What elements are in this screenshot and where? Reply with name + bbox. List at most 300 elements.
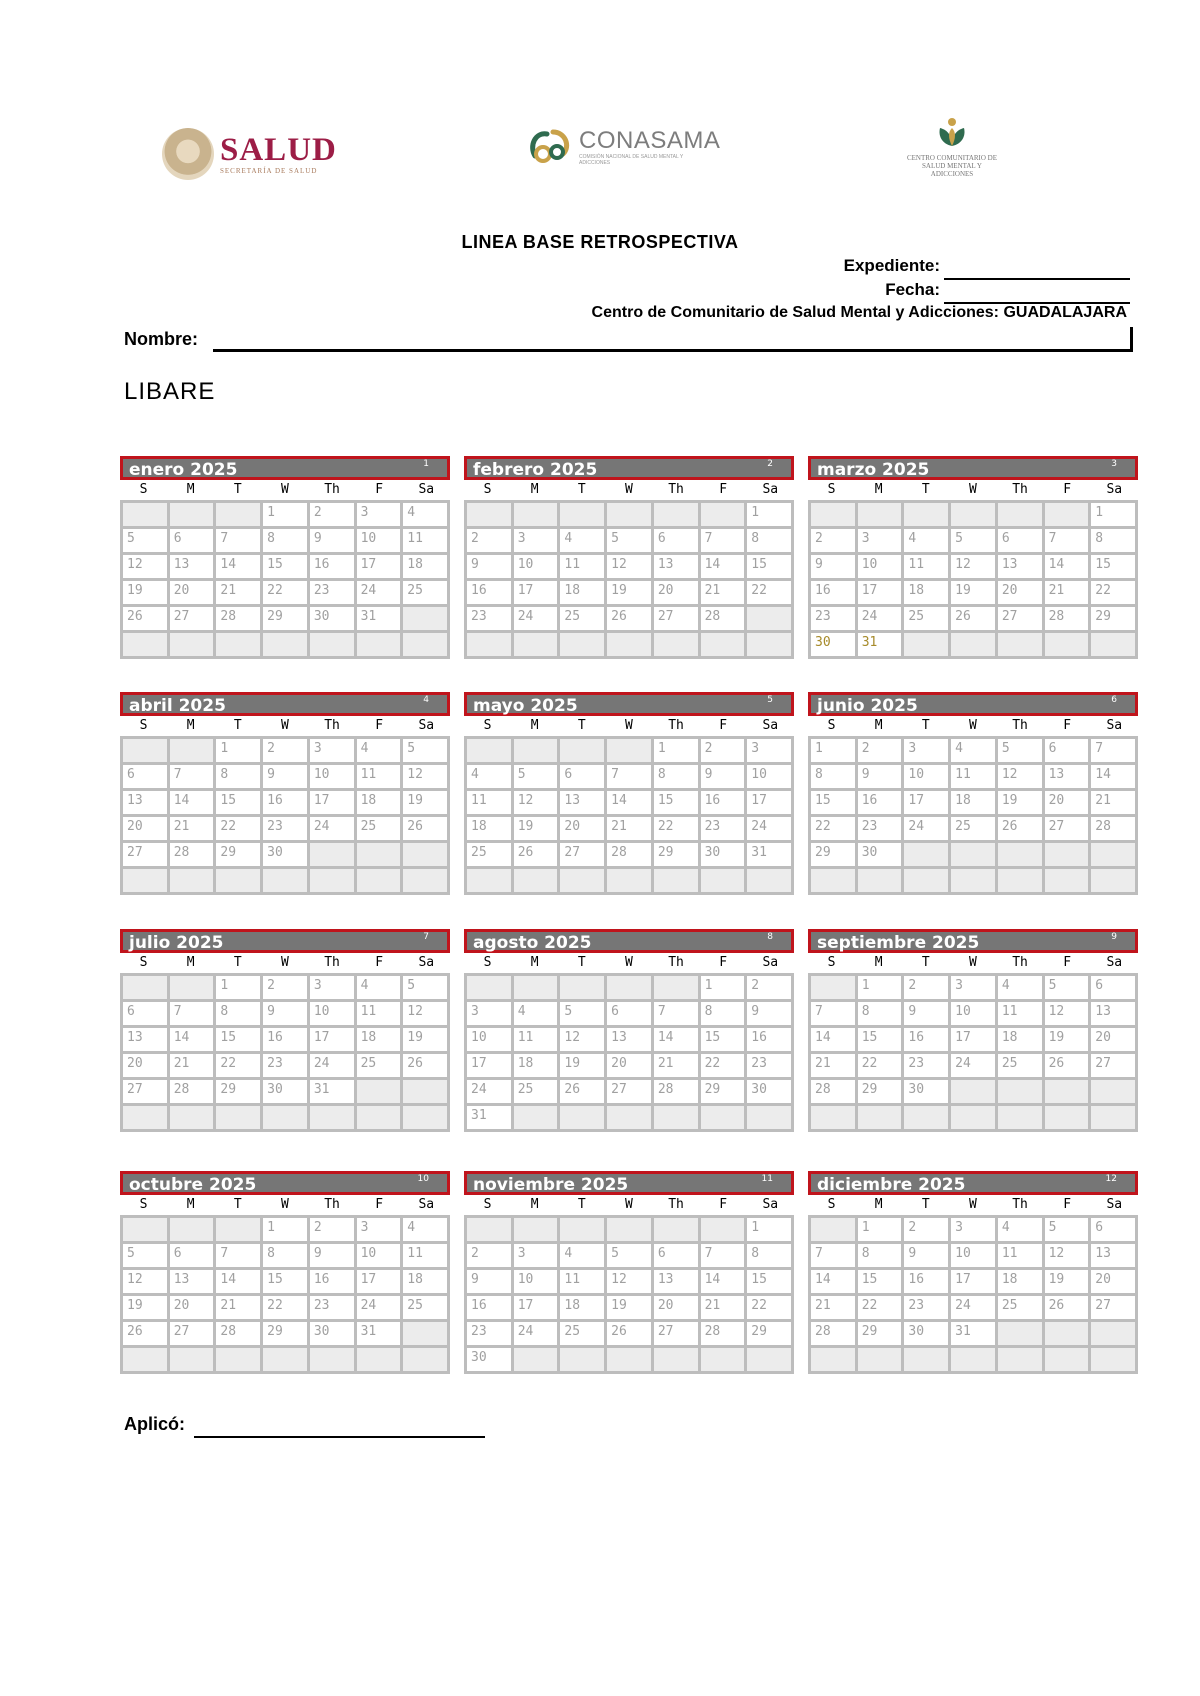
day-cell[interactable]: 9 — [747, 1002, 794, 1028]
day-cell[interactable]: 15 — [216, 791, 263, 817]
day-cell[interactable]: 6 — [998, 529, 1045, 555]
day-cell[interactable]: 26 — [514, 843, 561, 869]
day-cell[interactable]: 26 — [123, 607, 170, 633]
day-cell[interactable]: 4 — [403, 1218, 450, 1244]
day-cell[interactable]: 8 — [811, 765, 858, 791]
day-cell[interactable]: 3 — [514, 529, 561, 555]
day-cell[interactable]: 16 — [467, 1296, 514, 1322]
day-cell[interactable]: 21 — [811, 1296, 858, 1322]
day-cell[interactable]: 25 — [560, 1322, 607, 1348]
day-cell[interactable]: 29 — [654, 843, 701, 869]
day-cell[interactable]: 23 — [904, 1054, 951, 1080]
day-cell[interactable]: 25 — [357, 817, 404, 843]
day-cell[interactable]: 20 — [123, 817, 170, 843]
day-cell[interactable]: 11 — [560, 555, 607, 581]
day-cell[interactable]: 20 — [654, 581, 701, 607]
day-cell[interactable]: 28 — [811, 1322, 858, 1348]
day-cell[interactable]: 29 — [263, 607, 310, 633]
day-cell[interactable]: 16 — [263, 1028, 310, 1054]
day-cell[interactable]: 7 — [1045, 529, 1092, 555]
day-cell[interactable]: 12 — [1045, 1244, 1092, 1270]
day-cell[interactable]: 7 — [811, 1002, 858, 1028]
day-cell[interactable]: 28 — [170, 843, 217, 869]
day-cell[interactable]: 12 — [998, 765, 1045, 791]
day-cell[interactable]: 11 — [357, 1002, 404, 1028]
day-cell[interactable]: 24 — [357, 581, 404, 607]
day-cell[interactable]: 24 — [904, 817, 951, 843]
day-cell[interactable]: 7 — [216, 529, 263, 555]
day-cell[interactable]: 24 — [747, 817, 794, 843]
day-cell[interactable]: 31 — [747, 843, 794, 869]
day-cell[interactable]: 5 — [403, 739, 450, 765]
day-cell[interactable]: 18 — [403, 1270, 450, 1296]
day-cell[interactable]: 21 — [607, 817, 654, 843]
day-cell[interactable]: 27 — [560, 843, 607, 869]
day-cell[interactable]: 26 — [560, 1080, 607, 1106]
day-cell[interactable]: 2 — [701, 739, 748, 765]
day-cell[interactable]: 23 — [310, 1296, 357, 1322]
day-cell[interactable]: 28 — [1045, 607, 1092, 633]
day-cell[interactable]: 31 — [357, 607, 404, 633]
day-cell[interactable]: 9 — [904, 1244, 951, 1270]
day-cell[interactable]: 24 — [951, 1296, 998, 1322]
day-cell[interactable]: 15 — [747, 555, 794, 581]
day-cell[interactable]: 9 — [467, 555, 514, 581]
day-cell[interactable]: 9 — [904, 1002, 951, 1028]
day-cell[interactable]: 3 — [904, 739, 951, 765]
day-cell[interactable]: 11 — [951, 765, 998, 791]
day-cell[interactable]: 12 — [123, 1270, 170, 1296]
day-cell[interactable]: 6 — [654, 529, 701, 555]
day-cell[interactable]: 11 — [998, 1002, 1045, 1028]
day-cell[interactable]: 30 — [904, 1080, 951, 1106]
day-cell[interactable]: 14 — [216, 555, 263, 581]
day-cell[interactable]: 23 — [858, 817, 905, 843]
day-cell[interactable]: 6 — [170, 1244, 217, 1270]
day-cell[interactable]: 14 — [170, 791, 217, 817]
day-cell[interactable]: 5 — [951, 529, 998, 555]
day-cell[interactable]: 17 — [747, 791, 794, 817]
day-cell[interactable]: 5 — [1045, 976, 1092, 1002]
day-cell[interactable]: 23 — [701, 817, 748, 843]
day-cell[interactable]: 7 — [607, 765, 654, 791]
day-cell[interactable]: 31 — [310, 1080, 357, 1106]
day-cell[interactable]: 26 — [403, 1054, 450, 1080]
day-cell[interactable]: 22 — [858, 1296, 905, 1322]
day-cell[interactable]: 18 — [998, 1028, 1045, 1054]
day-cell[interactable]: 14 — [1045, 555, 1092, 581]
day-cell[interactable]: 1 — [858, 976, 905, 1002]
day-cell[interactable]: 13 — [123, 791, 170, 817]
day-cell[interactable]: 25 — [467, 843, 514, 869]
day-cell[interactable]: 5 — [1045, 1218, 1092, 1244]
day-cell[interactable]: 4 — [403, 503, 450, 529]
day-cell[interactable]: 13 — [607, 1028, 654, 1054]
day-cell[interactable]: 2 — [904, 976, 951, 1002]
day-cell[interactable]: 12 — [514, 791, 561, 817]
day-cell[interactable]: 8 — [747, 529, 794, 555]
day-cell[interactable]: 12 — [607, 555, 654, 581]
day-cell[interactable]: 18 — [514, 1054, 561, 1080]
day-cell[interactable]: 10 — [514, 555, 561, 581]
day-cell[interactable]: 23 — [263, 1054, 310, 1080]
day-cell[interactable]: 25 — [951, 817, 998, 843]
day-cell[interactable]: 4 — [904, 529, 951, 555]
day-cell[interactable]: 27 — [1091, 1054, 1138, 1080]
day-cell[interactable]: 18 — [560, 1296, 607, 1322]
day-cell[interactable]: 3 — [310, 976, 357, 1002]
day-cell[interactable]: 15 — [1091, 555, 1138, 581]
day-cell[interactable]: 30 — [467, 1348, 514, 1374]
day-cell[interactable]: 28 — [701, 607, 748, 633]
day-cell[interactable]: 3 — [951, 1218, 998, 1244]
day-cell[interactable]: 23 — [904, 1296, 951, 1322]
day-cell[interactable]: 2 — [263, 739, 310, 765]
day-cell[interactable]: 24 — [514, 607, 561, 633]
day-cell[interactable]: 27 — [998, 607, 1045, 633]
day-cell[interactable]: 24 — [951, 1054, 998, 1080]
day-cell[interactable]: 20 — [123, 1054, 170, 1080]
day-cell[interactable]: 1 — [216, 739, 263, 765]
day-cell[interactable]: 13 — [998, 555, 1045, 581]
day-cell[interactable]: 10 — [357, 529, 404, 555]
day-cell[interactable]: 23 — [467, 607, 514, 633]
day-cell[interactable]: 19 — [403, 1028, 450, 1054]
day-cell[interactable]: 17 — [310, 791, 357, 817]
day-cell[interactable]: 23 — [811, 607, 858, 633]
day-cell[interactable]: 21 — [1091, 791, 1138, 817]
day-cell[interactable]: 30 — [701, 843, 748, 869]
day-cell[interactable]: 13 — [170, 1270, 217, 1296]
day-cell[interactable]: 3 — [951, 976, 998, 1002]
day-cell[interactable]: 14 — [701, 1270, 748, 1296]
day-cell[interactable]: 23 — [467, 1322, 514, 1348]
day-cell[interactable]: 5 — [607, 529, 654, 555]
day-cell[interactable]: 6 — [1045, 739, 1092, 765]
day-cell[interactable]: 4 — [951, 739, 998, 765]
day-cell[interactable]: 7 — [216, 1244, 263, 1270]
day-cell[interactable]: 30 — [904, 1322, 951, 1348]
day-cell[interactable]: 15 — [263, 1270, 310, 1296]
day-cell[interactable]: 24 — [357, 1296, 404, 1322]
day-cell[interactable]: 4 — [357, 739, 404, 765]
day-cell[interactable]: 20 — [560, 817, 607, 843]
day-cell[interactable]: 23 — [310, 581, 357, 607]
day-cell[interactable]: 17 — [858, 581, 905, 607]
day-cell[interactable]: 13 — [1091, 1002, 1138, 1028]
day-cell[interactable]: 17 — [514, 581, 561, 607]
day-cell[interactable]: 2 — [811, 529, 858, 555]
day-cell[interactable]: 11 — [904, 555, 951, 581]
day-cell[interactable]: 6 — [123, 765, 170, 791]
day-cell[interactable]: 13 — [654, 555, 701, 581]
day-cell[interactable]: 20 — [607, 1054, 654, 1080]
day-cell[interactable]: 9 — [858, 765, 905, 791]
day-cell[interactable]: 27 — [123, 843, 170, 869]
day-cell[interactable]: 24 — [858, 607, 905, 633]
day-cell[interactable]: 30 — [858, 843, 905, 869]
day-cell[interactable]: 17 — [904, 791, 951, 817]
day-cell[interactable]: 1 — [747, 503, 794, 529]
day-cell[interactable]: 29 — [1091, 607, 1138, 633]
day-cell[interactable]: 15 — [858, 1028, 905, 1054]
day-cell[interactable]: 12 — [560, 1028, 607, 1054]
day-cell[interactable]: 19 — [123, 581, 170, 607]
day-cell[interactable]: 28 — [607, 843, 654, 869]
day-cell[interactable]: 15 — [858, 1270, 905, 1296]
day-cell[interactable]: 18 — [357, 791, 404, 817]
day-cell[interactable]: 2 — [747, 976, 794, 1002]
day-cell[interactable]: 24 — [310, 1054, 357, 1080]
day-cell[interactable]: 28 — [1091, 817, 1138, 843]
day-cell[interactable]: 12 — [403, 1002, 450, 1028]
day-cell[interactable]: 22 — [747, 1296, 794, 1322]
day-cell[interactable]: 22 — [1091, 581, 1138, 607]
day-cell[interactable]: 25 — [904, 607, 951, 633]
day-cell[interactable]: 1 — [263, 1218, 310, 1244]
day-cell[interactable]: 18 — [357, 1028, 404, 1054]
day-cell[interactable]: 30 — [263, 1080, 310, 1106]
day-cell[interactable]: 2 — [904, 1218, 951, 1244]
day-cell[interactable]: 5 — [998, 739, 1045, 765]
day-cell[interactable]: 5 — [607, 1244, 654, 1270]
day-cell[interactable]: 15 — [263, 555, 310, 581]
day-cell[interactable]: 13 — [170, 555, 217, 581]
day-cell[interactable]: 8 — [263, 1244, 310, 1270]
day-cell[interactable]: 3 — [357, 1218, 404, 1244]
day-cell[interactable]: 21 — [170, 817, 217, 843]
day-cell[interactable]: 1 — [747, 1218, 794, 1244]
day-cell[interactable]: 1 — [654, 739, 701, 765]
day-cell[interactable]: 28 — [170, 1080, 217, 1106]
day-cell[interactable]: 19 — [123, 1296, 170, 1322]
day-cell[interactable]: 11 — [403, 1244, 450, 1270]
day-cell[interactable]: 19 — [1045, 1028, 1092, 1054]
day-cell[interactable]: 26 — [403, 817, 450, 843]
day-cell[interactable]: 3 — [514, 1244, 561, 1270]
day-cell[interactable]: 2 — [858, 739, 905, 765]
day-cell[interactable]: 17 — [310, 1028, 357, 1054]
day-cell[interactable]: 2 — [310, 1218, 357, 1244]
day-cell[interactable]: 16 — [310, 1270, 357, 1296]
day-cell[interactable]: 13 — [123, 1028, 170, 1054]
expediente-field[interactable] — [944, 258, 1130, 280]
day-cell[interactable]: 4 — [560, 1244, 607, 1270]
day-cell[interactable]: 26 — [998, 817, 1045, 843]
day-cell[interactable]: 24 — [514, 1322, 561, 1348]
day-cell[interactable]: 3 — [357, 503, 404, 529]
day-cell[interactable]: 22 — [263, 581, 310, 607]
day-cell[interactable]: 18 — [904, 581, 951, 607]
day-cell[interactable]: 25 — [998, 1296, 1045, 1322]
day-cell[interactable]: 3 — [747, 739, 794, 765]
day-cell[interactable]: 18 — [467, 817, 514, 843]
day-cell[interactable]: 10 — [310, 1002, 357, 1028]
day-cell[interactable]: 15 — [701, 1028, 748, 1054]
day-cell[interactable]: 16 — [858, 791, 905, 817]
day-cell[interactable]: 11 — [403, 529, 450, 555]
day-cell[interactable]: 27 — [654, 1322, 701, 1348]
day-cell[interactable]: 23 — [747, 1054, 794, 1080]
day-cell[interactable]: 23 — [263, 817, 310, 843]
day-cell[interactable]: 19 — [560, 1054, 607, 1080]
day-cell[interactable]: 22 — [216, 1054, 263, 1080]
day-cell[interactable]: 8 — [216, 765, 263, 791]
day-cell[interactable]: 7 — [654, 1002, 701, 1028]
day-cell[interactable]: 21 — [701, 581, 748, 607]
day-cell[interactable]: 7 — [170, 1002, 217, 1028]
day-cell[interactable]: 14 — [811, 1028, 858, 1054]
day-cell[interactable]: 14 — [654, 1028, 701, 1054]
day-cell[interactable]: 5 — [123, 1244, 170, 1270]
day-cell[interactable]: 27 — [170, 1322, 217, 1348]
day-cell[interactable]: 4 — [357, 976, 404, 1002]
day-cell[interactable]: 15 — [654, 791, 701, 817]
day-cell[interactable]: 25 — [403, 1296, 450, 1322]
day-cell[interactable]: 30 — [747, 1080, 794, 1106]
day-cell[interactable]: 18 — [998, 1270, 1045, 1296]
day-cell[interactable]: 7 — [701, 529, 748, 555]
day-cell[interactable]: 30 — [811, 633, 858, 659]
day-cell[interactable]: 10 — [514, 1270, 561, 1296]
day-cell[interactable]: 20 — [654, 1296, 701, 1322]
day-cell[interactable]: 7 — [170, 765, 217, 791]
day-cell[interactable]: 2 — [467, 529, 514, 555]
day-cell[interactable]: 11 — [514, 1028, 561, 1054]
day-cell[interactable]: 29 — [701, 1080, 748, 1106]
day-cell[interactable]: 20 — [1091, 1028, 1138, 1054]
day-cell[interactable]: 27 — [123, 1080, 170, 1106]
day-cell[interactable]: 9 — [811, 555, 858, 581]
day-cell[interactable]: 14 — [216, 1270, 263, 1296]
day-cell[interactable]: 16 — [310, 555, 357, 581]
day-cell[interactable]: 4 — [998, 1218, 1045, 1244]
day-cell[interactable]: 20 — [998, 581, 1045, 607]
day-cell[interactable]: 12 — [607, 1270, 654, 1296]
day-cell[interactable]: 19 — [607, 1296, 654, 1322]
day-cell[interactable]: 11 — [998, 1244, 1045, 1270]
day-cell[interactable]: 8 — [263, 529, 310, 555]
day-cell[interactable]: 12 — [403, 765, 450, 791]
day-cell[interactable]: 28 — [654, 1080, 701, 1106]
day-cell[interactable]: 22 — [811, 817, 858, 843]
day-cell[interactable]: 21 — [654, 1054, 701, 1080]
day-cell[interactable]: 8 — [747, 1244, 794, 1270]
day-cell[interactable]: 22 — [858, 1054, 905, 1080]
day-cell[interactable]: 30 — [263, 843, 310, 869]
day-cell[interactable]: 10 — [467, 1028, 514, 1054]
day-cell[interactable]: 10 — [858, 555, 905, 581]
day-cell[interactable]: 9 — [310, 1244, 357, 1270]
day-cell[interactable]: 6 — [1091, 976, 1138, 1002]
day-cell[interactable]: 8 — [1091, 529, 1138, 555]
day-cell[interactable]: 14 — [811, 1270, 858, 1296]
day-cell[interactable]: 24 — [467, 1080, 514, 1106]
day-cell[interactable]: 11 — [560, 1270, 607, 1296]
day-cell[interactable]: 22 — [701, 1054, 748, 1080]
day-cell[interactable]: 1 — [701, 976, 748, 1002]
day-cell[interactable]: 6 — [1091, 1218, 1138, 1244]
fecha-field[interactable] — [944, 282, 1130, 304]
day-cell[interactable]: 4 — [467, 765, 514, 791]
day-cell[interactable]: 16 — [467, 581, 514, 607]
day-cell[interactable]: 16 — [263, 791, 310, 817]
day-cell[interactable]: 21 — [811, 1054, 858, 1080]
day-cell[interactable]: 14 — [1091, 765, 1138, 791]
day-cell[interactable]: 22 — [216, 817, 263, 843]
day-cell[interactable]: 17 — [467, 1054, 514, 1080]
day-cell[interactable]: 8 — [216, 1002, 263, 1028]
nombre-field[interactable] — [213, 327, 1133, 352]
day-cell[interactable]: 9 — [263, 1002, 310, 1028]
day-cell[interactable]: 10 — [951, 1002, 998, 1028]
day-cell[interactable]: 29 — [858, 1322, 905, 1348]
day-cell[interactable]: 1 — [1091, 503, 1138, 529]
day-cell[interactable]: 6 — [607, 1002, 654, 1028]
day-cell[interactable]: 1 — [811, 739, 858, 765]
day-cell[interactable]: 5 — [560, 1002, 607, 1028]
day-cell[interactable]: 16 — [904, 1028, 951, 1054]
day-cell[interactable]: 20 — [170, 1296, 217, 1322]
day-cell[interactable]: 27 — [170, 607, 217, 633]
day-cell[interactable]: 21 — [1045, 581, 1092, 607]
day-cell[interactable]: 17 — [357, 555, 404, 581]
day-cell[interactable]: 10 — [310, 765, 357, 791]
day-cell[interactable]: 22 — [747, 581, 794, 607]
day-cell[interactable]: 14 — [607, 791, 654, 817]
day-cell[interactable]: 1 — [858, 1218, 905, 1244]
day-cell[interactable]: 5 — [403, 976, 450, 1002]
day-cell[interactable]: 31 — [951, 1322, 998, 1348]
day-cell[interactable]: 14 — [701, 555, 748, 581]
day-cell[interactable]: 25 — [357, 1054, 404, 1080]
day-cell[interactable]: 2 — [310, 503, 357, 529]
day-cell[interactable]: 20 — [1045, 791, 1092, 817]
day-cell[interactable]: 17 — [514, 1296, 561, 1322]
day-cell[interactable]: 29 — [811, 843, 858, 869]
day-cell[interactable]: 29 — [216, 1080, 263, 1106]
day-cell[interactable]: 13 — [654, 1270, 701, 1296]
day-cell[interactable]: 26 — [951, 607, 998, 633]
day-cell[interactable]: 3 — [858, 529, 905, 555]
day-cell[interactable]: 12 — [1045, 1002, 1092, 1028]
day-cell[interactable]: 29 — [747, 1322, 794, 1348]
day-cell[interactable]: 21 — [701, 1296, 748, 1322]
day-cell[interactable]: 8 — [858, 1244, 905, 1270]
day-cell[interactable]: 15 — [216, 1028, 263, 1054]
day-cell[interactable]: 18 — [403, 555, 450, 581]
day-cell[interactable]: 12 — [123, 555, 170, 581]
day-cell[interactable]: 21 — [216, 1296, 263, 1322]
day-cell[interactable]: 7 — [701, 1244, 748, 1270]
day-cell[interactable]: 31 — [357, 1322, 404, 1348]
day-cell[interactable]: 7 — [811, 1244, 858, 1270]
day-cell[interactable]: 24 — [310, 817, 357, 843]
day-cell[interactable]: 22 — [263, 1296, 310, 1322]
day-cell[interactable]: 4 — [560, 529, 607, 555]
day-cell[interactable]: 13 — [560, 791, 607, 817]
day-cell[interactable]: 1 — [216, 976, 263, 1002]
day-cell[interactable]: 28 — [216, 607, 263, 633]
day-cell[interactable]: 11 — [357, 765, 404, 791]
day-cell[interactable]: 16 — [701, 791, 748, 817]
day-cell[interactable]: 19 — [951, 581, 998, 607]
day-cell[interactable]: 27 — [1045, 817, 1092, 843]
day-cell[interactable]: 27 — [607, 1080, 654, 1106]
day-cell[interactable]: 13 — [1091, 1244, 1138, 1270]
day-cell[interactable]: 10 — [951, 1244, 998, 1270]
day-cell[interactable]: 26 — [1045, 1054, 1092, 1080]
